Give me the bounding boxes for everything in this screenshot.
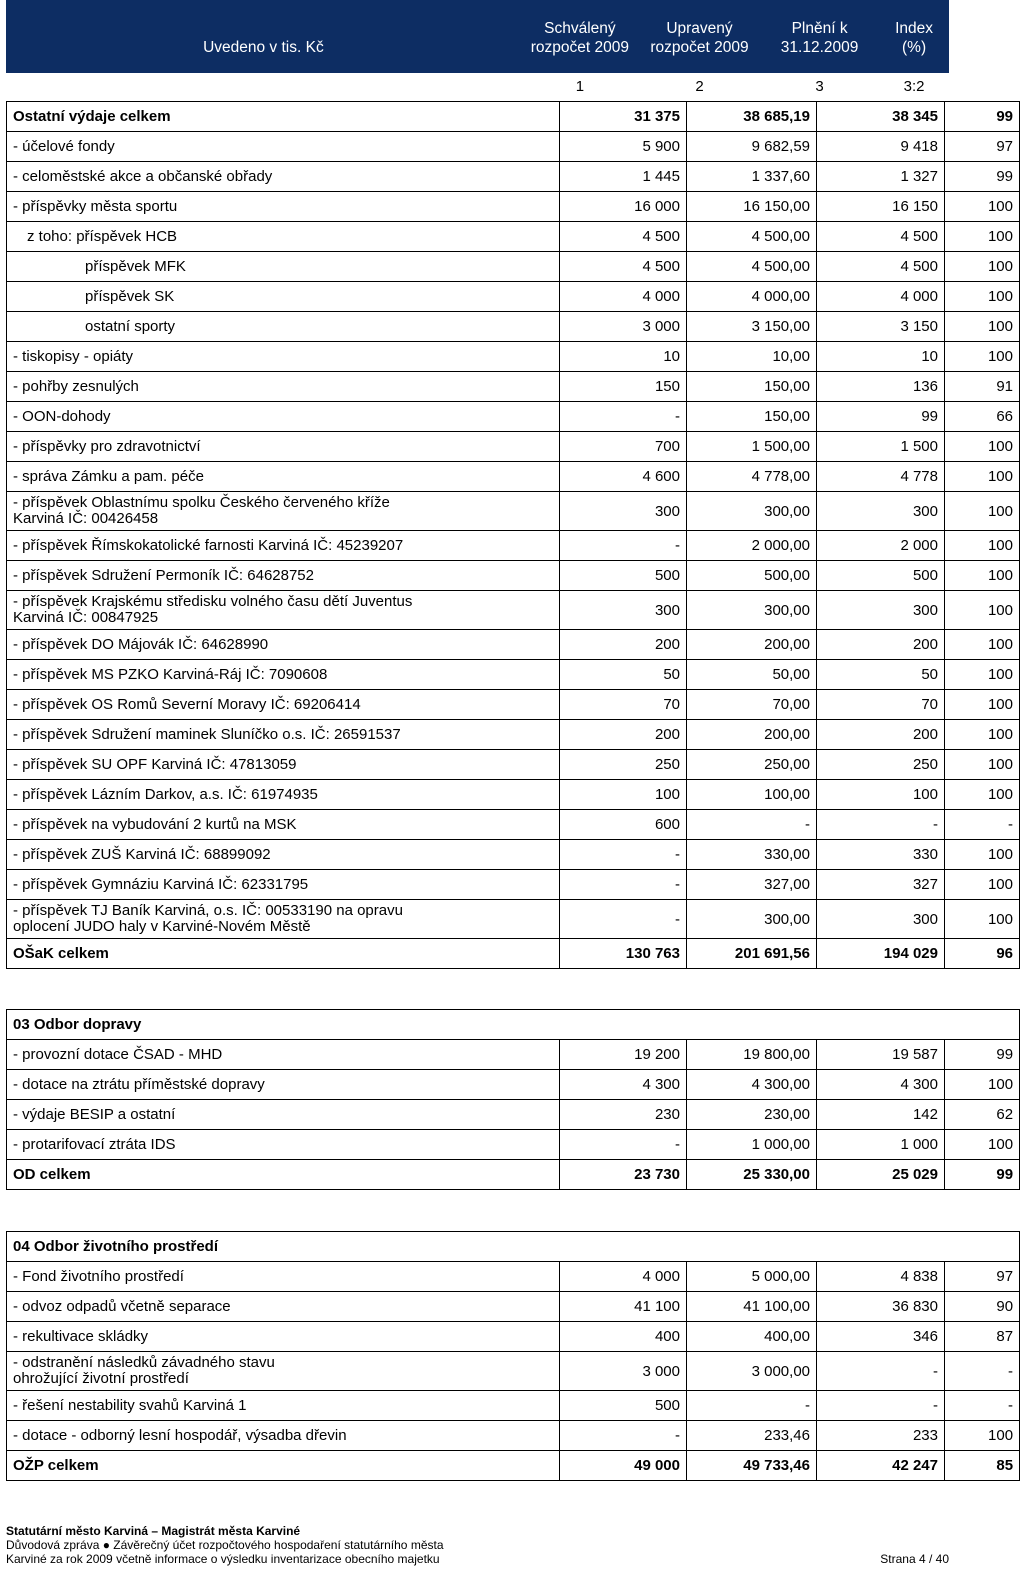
value-adjusted: 200,00 [687,630,817,660]
table-row [7,1421,1020,1451]
value-fulfilment: 300 [817,591,945,630]
value-index: 100 [945,432,1020,462]
total-row [7,102,1020,132]
footer-report: Důvodová zpráva ● Závěrečný účet rozpočtového hospodaření statutárního města [6,1538,444,1552]
colnum-3: 3 [815,78,824,95]
row-label: - provozní dotace ČSAD - MHD [7,1040,560,1070]
value-fulfilment: 3 150 [817,312,945,342]
value-fulfilment: 200 [817,720,945,750]
table-row [7,630,1020,660]
value-fulfilment: 1 000 [817,1130,945,1160]
table-row [7,1262,1020,1292]
value-approved: 250 [560,750,687,780]
row-label: OD celkem [7,1160,560,1190]
value-adjusted: 500,00 [687,561,817,591]
value-approved: 3 000 [560,312,687,342]
row-label: - protarifovací ztráta IDS [7,1130,560,1160]
value-index: 97 [945,1262,1020,1292]
value-fulfilment: - [817,1352,945,1391]
value-index: 87 [945,1322,1020,1352]
section-title-row [7,1232,1020,1262]
value-adjusted: 1 500,00 [687,432,817,462]
value-fulfilment: 19 587 [817,1040,945,1070]
value-fulfilment: 4 500 [817,222,945,252]
value-adjusted: 4 500,00 [687,252,817,282]
table-row [7,1070,1020,1100]
value-approved: 31 375 [560,102,687,132]
value-adjusted: 16 150,00 [687,192,817,222]
value-adjusted: 400,00 [687,1322,817,1352]
value-approved: 16 000 [560,192,687,222]
value-fulfilment: 1 327 [817,162,945,192]
value-adjusted: - [687,810,817,840]
row-label: Ostatní výdaje celkem [7,102,560,132]
row-label: - příspěvek Sdružení Permoník IČ: 64628752 [7,561,560,591]
value-index: 100 [945,252,1020,282]
header-index: Index (%) [895,20,934,56]
value-adjusted: 201 691,56 [687,939,817,969]
value-index: 100 [945,1130,1020,1160]
value-index: 100 [945,690,1020,720]
row-label: - příspěvek TJ Baník Karviná, o.s. IČ: 00533190 na opravu oplocení JUDO haly v Karviné-Novém Městě [7,900,560,939]
value-fulfilment: 142 [817,1100,945,1130]
value-fulfilment: 9 418 [817,132,945,162]
footer-city: Statutární město Karviná – Magistrát města Karviné [6,1524,301,1538]
value-approved: - [560,1130,687,1160]
value-approved: 230 [560,1100,687,1130]
value-fulfilment: 346 [817,1322,945,1352]
table-row [7,1100,1020,1130]
value-fulfilment: 99 [817,402,945,432]
row-label: - příspěvky města sportu [7,192,560,222]
value-index: 100 [945,531,1020,561]
value-index: 99 [945,102,1020,132]
value-fulfilment: 300 [817,492,945,531]
value-adjusted: 25 330,00 [687,1160,817,1190]
header-approved-budget: Schválený rozpočet 2009 [530,20,630,56]
value-approved: 100 [560,780,687,810]
value-fulfilment: 327 [817,870,945,900]
total-row [7,939,1020,969]
value-fulfilment: 4 300 [817,1070,945,1100]
value-fulfilment: 330 [817,840,945,870]
table-row [7,222,1020,252]
value-index: 100 [945,840,1020,870]
table-row [7,840,1020,870]
value-approved: 130 763 [560,939,687,969]
table-row [7,162,1020,192]
value-approved: 500 [560,1391,687,1421]
value-adjusted: 9 682,59 [687,132,817,162]
row-label: OŽP celkem [7,1451,560,1481]
value-fulfilment: 136 [817,372,945,402]
row-label: příspěvek MFK [7,252,560,282]
value-adjusted: 150,00 [687,372,817,402]
value-approved: - [560,1421,687,1451]
value-approved: - [560,402,687,432]
value-adjusted: 327,00 [687,870,817,900]
value-index: 100 [945,462,1020,492]
header-fulfilment: Plnění k 31.12.2009 [780,20,859,56]
table-osak [6,101,1020,969]
row-label: - příspěvek SU OPF Karviná IČ: 47813059 [7,750,560,780]
value-fulfilment: 200 [817,630,945,660]
header-adjusted-budget: Upravený rozpočet 2009 [650,20,749,56]
row-label: - příspěvek na vybudování 2 kurtů na MSK [7,810,560,840]
table-row [7,780,1020,810]
value-index: 100 [945,312,1020,342]
value-adjusted: 200,00 [687,720,817,750]
total-row [7,1451,1020,1481]
row-label: příspěvek SK [7,282,560,312]
value-fulfilment: 16 150 [817,192,945,222]
value-approved: 300 [560,591,687,630]
table-row [7,252,1020,282]
row-label: - tiskopisy - opiáty [7,342,560,372]
table-row [7,1391,1020,1421]
value-index: 91 [945,372,1020,402]
value-fulfilment: 36 830 [817,1292,945,1322]
table-row [7,531,1020,561]
value-approved: 50 [560,660,687,690]
row-label: - příspěvek DO Májovák IČ: 64628990 [7,630,560,660]
value-fulfilment: 250 [817,750,945,780]
value-index: 100 [945,900,1020,939]
section-title: 04 Odbor životního prostředí [7,1232,1020,1262]
table-row [7,870,1020,900]
value-approved: - [560,531,687,561]
header-label: Uvedeno v tis. Kč [203,39,324,56]
value-fulfilment: 194 029 [817,939,945,969]
table-row [7,561,1020,591]
table-row [7,660,1020,690]
colnum-index: 3:2 [903,78,925,95]
value-approved: 4 500 [560,252,687,282]
value-approved: 200 [560,720,687,750]
value-adjusted: 230,00 [687,1100,817,1130]
colnum-1: 1 [575,78,585,95]
value-index: 99 [945,1160,1020,1190]
row-label: - příspěvky pro zdravotnictví [7,432,560,462]
value-adjusted: 330,00 [687,840,817,870]
value-index: - [945,1391,1020,1421]
table-row [7,282,1020,312]
value-adjusted: 70,00 [687,690,817,720]
value-adjusted: 1 000,00 [687,1130,817,1160]
row-label: ostatní sporty [7,312,560,342]
row-label: z toho: příspěvek HCB [7,222,560,252]
row-label: - rekultivace skládky [7,1322,560,1352]
value-index: 100 [945,282,1020,312]
table-row [7,342,1020,372]
value-adjusted: 4 500,00 [687,222,817,252]
page-number: Strana 4 / 40 [880,1552,949,1566]
value-approved: 70 [560,690,687,720]
row-label: - OON-dohody [7,402,560,432]
table-row [7,192,1020,222]
value-approved: 4 000 [560,1262,687,1292]
colnum-2: 2 [695,78,704,95]
row-label: - příspěvek Krajskému středisku volného času dětí Juventus Karviná IČ: 00847925 [7,591,560,630]
value-index: 100 [945,1070,1020,1100]
value-approved: 600 [560,810,687,840]
value-approved: 500 [560,561,687,591]
row-label: - příspěvek OS Romů Severní Moravy IČ: 69206414 [7,690,560,720]
value-index: 100 [945,780,1020,810]
value-approved: 200 [560,630,687,660]
value-approved: 49 000 [560,1451,687,1481]
value-approved: 23 730 [560,1160,687,1190]
value-approved: 4 000 [560,282,687,312]
value-index: 100 [945,591,1020,630]
value-fulfilment: 1 500 [817,432,945,462]
value-approved: 4 600 [560,462,687,492]
row-label: - řešení nestability svahů Karviná 1 [7,1391,560,1421]
value-adjusted: 300,00 [687,900,817,939]
value-fulfilment: 300 [817,900,945,939]
value-adjusted: 150,00 [687,402,817,432]
value-index: 99 [945,162,1020,192]
total-row [7,1160,1020,1190]
row-label: - pohřby zesnulých [7,372,560,402]
table-header [6,0,949,73]
value-approved: 5 900 [560,132,687,162]
value-fulfilment: 4 838 [817,1262,945,1292]
value-adjusted: 3 150,00 [687,312,817,342]
table-row [7,1040,1020,1070]
value-index: 66 [945,402,1020,432]
value-index: 97 [945,132,1020,162]
table-row [7,312,1020,342]
value-fulfilment: 50 [817,660,945,690]
value-adjusted: 300,00 [687,591,817,630]
value-approved: 300 [560,492,687,531]
value-approved: 150 [560,372,687,402]
row-label: - dotace - odborný lesní hospodář, výsadba dřevin [7,1421,560,1451]
value-approved: 400 [560,1322,687,1352]
value-adjusted: 10,00 [687,342,817,372]
row-label: - příspěvek Římskokatolické farnosti Karviná IČ: 45239207 [7,531,560,561]
value-approved: 3 000 [560,1352,687,1391]
value-adjusted: 2 000,00 [687,531,817,561]
value-index: - [945,810,1020,840]
value-index: 100 [945,720,1020,750]
value-adjusted: 1 337,60 [687,162,817,192]
value-index: 85 [945,1451,1020,1481]
value-index: 100 [945,630,1020,660]
value-fulfilment: 2 000 [817,531,945,561]
value-adjusted: 100,00 [687,780,817,810]
value-approved: - [560,900,687,939]
value-index: - [945,1352,1020,1391]
value-fulfilment: 233 [817,1421,945,1451]
value-adjusted: 49 733,46 [687,1451,817,1481]
row-label: - příspěvek ZUŠ Karviná IČ: 68899092 [7,840,560,870]
table-row [7,462,1020,492]
row-label: - odstranění následků závadného stavu ohrožující životní prostředí [7,1352,560,1391]
value-index: 99 [945,1040,1020,1070]
table-ozp [6,1231,1020,1481]
section-title: 03 Odbor dopravy [7,1010,1020,1040]
value-adjusted: 300,00 [687,492,817,531]
table-row [7,810,1020,840]
value-fulfilment: 70 [817,690,945,720]
table-row [7,720,1020,750]
table-row [7,372,1020,402]
table-row [7,1292,1020,1322]
value-index: 100 [945,342,1020,372]
value-index: 100 [945,192,1020,222]
row-label: - příspěvek Lázním Darkov, a.s. IČ: 61974935 [7,780,560,810]
value-fulfilment: 4 500 [817,252,945,282]
value-index: 100 [945,1421,1020,1451]
table-row [7,1130,1020,1160]
value-fulfilment: 42 247 [817,1451,945,1481]
value-adjusted: 50,00 [687,660,817,690]
table-row [7,1352,1020,1391]
value-fulfilment: 25 029 [817,1160,945,1190]
table-row [7,432,1020,462]
value-approved: 10 [560,342,687,372]
row-label: - příspěvek Oblastnímu spolku Českého červeného kříže Karviná IČ: 00426458 [7,492,560,531]
value-adjusted: 38 685,19 [687,102,817,132]
column-numbers [6,73,949,100]
table-row [7,132,1020,162]
value-fulfilment: 38 345 [817,102,945,132]
row-label: - výdaje BESIP a ostatní [7,1100,560,1130]
value-approved: - [560,840,687,870]
row-label: - dotace na ztrátu příměstské dopravy [7,1070,560,1100]
value-approved: 41 100 [560,1292,687,1322]
value-index: 100 [945,750,1020,780]
value-fulfilment: 4 000 [817,282,945,312]
row-label: - celoměstské akce a občanské obřady [7,162,560,192]
row-label: OŠaK celkem [7,939,560,969]
value-adjusted: 4 300,00 [687,1070,817,1100]
section-title-row [7,1010,1020,1040]
value-adjusted: 19 800,00 [687,1040,817,1070]
value-adjusted: 41 100,00 [687,1292,817,1322]
table-row [7,750,1020,780]
row-label: - odvoz odpadů včetně separace [7,1292,560,1322]
value-fulfilment: 4 778 [817,462,945,492]
value-index: 100 [945,222,1020,252]
value-approved: 4 300 [560,1070,687,1100]
value-approved: 700 [560,432,687,462]
table-row [7,1322,1020,1352]
value-adjusted: 233,46 [687,1421,817,1451]
value-fulfilment: - [817,1391,945,1421]
value-adjusted: 250,00 [687,750,817,780]
table-row [7,402,1020,432]
table-row [7,900,1020,939]
value-approved: 19 200 [560,1040,687,1070]
value-index: 100 [945,492,1020,531]
value-index: 96 [945,939,1020,969]
row-label: - správa Zámku a pam. péče [7,462,560,492]
value-adjusted: - [687,1391,817,1421]
footer-report-cont: Karviné za rok 2009 včetně informace o výsledku inventarizace obecního majetku [6,1552,440,1566]
value-adjusted: 4 000,00 [687,282,817,312]
row-label: - příspěvek Sdružení maminek Sluníčko o.s. IČ: 26591537 [7,720,560,750]
row-label: - příspěvek Gymnáziu Karviná IČ: 62331795 [7,870,560,900]
value-approved: 4 500 [560,222,687,252]
value-adjusted: 5 000,00 [687,1262,817,1292]
page-footer [6,1524,949,1566]
row-label: - účelové fondy [7,132,560,162]
table-row [7,690,1020,720]
table-row [7,591,1020,630]
table-od [6,1009,1020,1190]
table-row [7,492,1020,531]
value-fulfilment: 10 [817,342,945,372]
row-label: - příspěvek MS PZKO Karviná-Ráj IČ: 7090608 [7,660,560,690]
value-fulfilment: 100 [817,780,945,810]
value-adjusted: 4 778,00 [687,462,817,492]
value-adjusted: 3 000,00 [687,1352,817,1391]
value-fulfilment: 500 [817,561,945,591]
row-label: - Fond životního prostředí [7,1262,560,1292]
value-approved: - [560,870,687,900]
value-index: 62 [945,1100,1020,1130]
value-approved: 1 445 [560,162,687,192]
value-index: 100 [945,870,1020,900]
value-index: 100 [945,561,1020,591]
value-fulfilment: - [817,810,945,840]
value-index: 100 [945,660,1020,690]
value-index: 90 [945,1292,1020,1322]
